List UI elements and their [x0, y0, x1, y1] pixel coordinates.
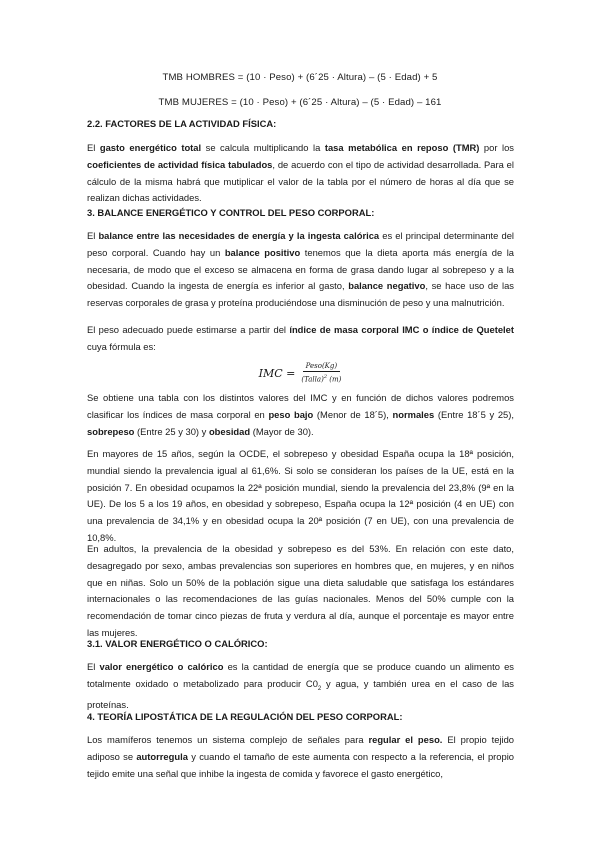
heading-4: 4. TEORÍA LIPOSTÁTICA DE LA REGULACIÓN DEL PESO CORPORAL:: [87, 711, 403, 722]
imc-numerator: Peso(Kg): [303, 362, 341, 372]
paragraph-ocde: En mayores de 15 años, según la OCDE, el sobrepeso y obesidad España ocupa la 18ª posición, mundial siendo la prevalencia igual al 61,6%. Si solo se consideran los países de la UE, está en la posición 7. En obesidad ocupamos la 22ª posición mundial, siendo la prevalencia del 23,8% (9ª en la UE). De los 5 a los 19 años, en obesidad y sobrepeso, España ocupa la 12ª posición (4 en UE) con una prevalencia de 34,1% y en obesidad ocupa la 20ª posición (7 en UE), con una prevalencia de 10,8%.: [87, 448, 514, 543]
paragraph-balance: El balance entre las necesidades de energía y la ingesta calórica es el principal determinante del peso corporal. Cuando hay un balance positivo tenemos que la dieta aporta más energía de la necesaria, de modo que el exceso se almacena en forma de grasa dando lugar al sobrepeso y a la obesidad. Cuando la ingesta de energía es inferior al gasto, balance negativo, se hace uso de las reservas corporales de grasa y proteína produciéndose una disminución de peso y una malnutrición.: [87, 230, 514, 309]
paragraph-peso-adecuado: El peso adecuado puede estimarse a partir del índice de masa corporal IMC o índice de Quetelet cuya fórmula es:: [87, 324, 515, 352]
tmb-mujeres-formula: TMB MUJERES = (10 · Peso) + (6´25 · Altura) – (5 · Edad) – 161: [158, 97, 442, 108]
paragraph-adultos: En adultos, la prevalencia de la obesidad y sobrepeso es del 53%. En relación con este dato, desagregado por sexo, ambas prevalencias son superiores en hombres que, en mujeres, y en niños que en niñas. Solo un 50% de la población sigue una dieta saludable que satisfaga los estándares internacionales o las recomendaciones de las guías nacionales. Menos del 50% cumple con la recomendación de tomar cinco piezas de fruta y verdura al día, aunque el porcentaje es mayor entre las mujeres.: [87, 543, 514, 638]
heading-3-1: 3.1. VALOR ENERGÉTICO O CALÓRICO:: [87, 638, 268, 649]
imc-denominator: (Talla)$^2$ (m): [301, 374, 342, 384]
imc-fraction: [301, 362, 341, 383]
tmb-hombres-formula: TMB HOMBRES = (10 · Peso) + (6´25 · Altura) – (5 · Edad) + 5: [162, 72, 438, 83]
heading-3: 3. BALANCE ENERGÉTICO Y CONTROL DEL PESO CORPORAL:: [87, 207, 375, 218]
paragraph-valor-energetico: El valor energético o calórico es la cantidad de energía que se produce cuando un alimento es totalmente oxidado o metabolizado para producir $C0_2$ y agua, y también urea en el caso de las proteínas.: [87, 661, 514, 711]
paragraph-lipostatica: Los mamíferos tenemos un sistema complejo de señales para regular el peso. El propio tejido adiposo se autorregula y cuando el tamaño de este aumenta con respecto a la referencia, el propio tejido emite una señal que inhibe la ingesta de comida y favorece el gasto energético,: [87, 734, 515, 779]
imc-formula: [0, 358, 600, 388]
paragraph-clasificacion-imc: Se obtiene una tabla con los distintos valores del IMC y en función de dichos valores podremos clasificar los índices de masa corporal en peso bajo (Menor de 18´5), normales (Entre 18´5 y 25), sobrepeso (Entre 25 y 30) y obesidad (Mayor de 30).: [87, 392, 514, 437]
imc-lhs: IMC =: [258, 366, 296, 380]
paragraph-gasto-energetico: El gasto energético total se calcula multiplicando la tasa metabólica en reposo (TMR) por los coeficientes de actividad física tabulados, de acuerdo con el tipo de actividad desarrollada. Para el cálculo de la misma habrá que mutiplicar el valor de la tabla por el número de horas al día que se realizan dichas actividades.: [87, 142, 514, 204]
heading-2-2: 2.2. FACTORES DE LA ACTIVIDAD FÍSICA:: [87, 118, 277, 129]
